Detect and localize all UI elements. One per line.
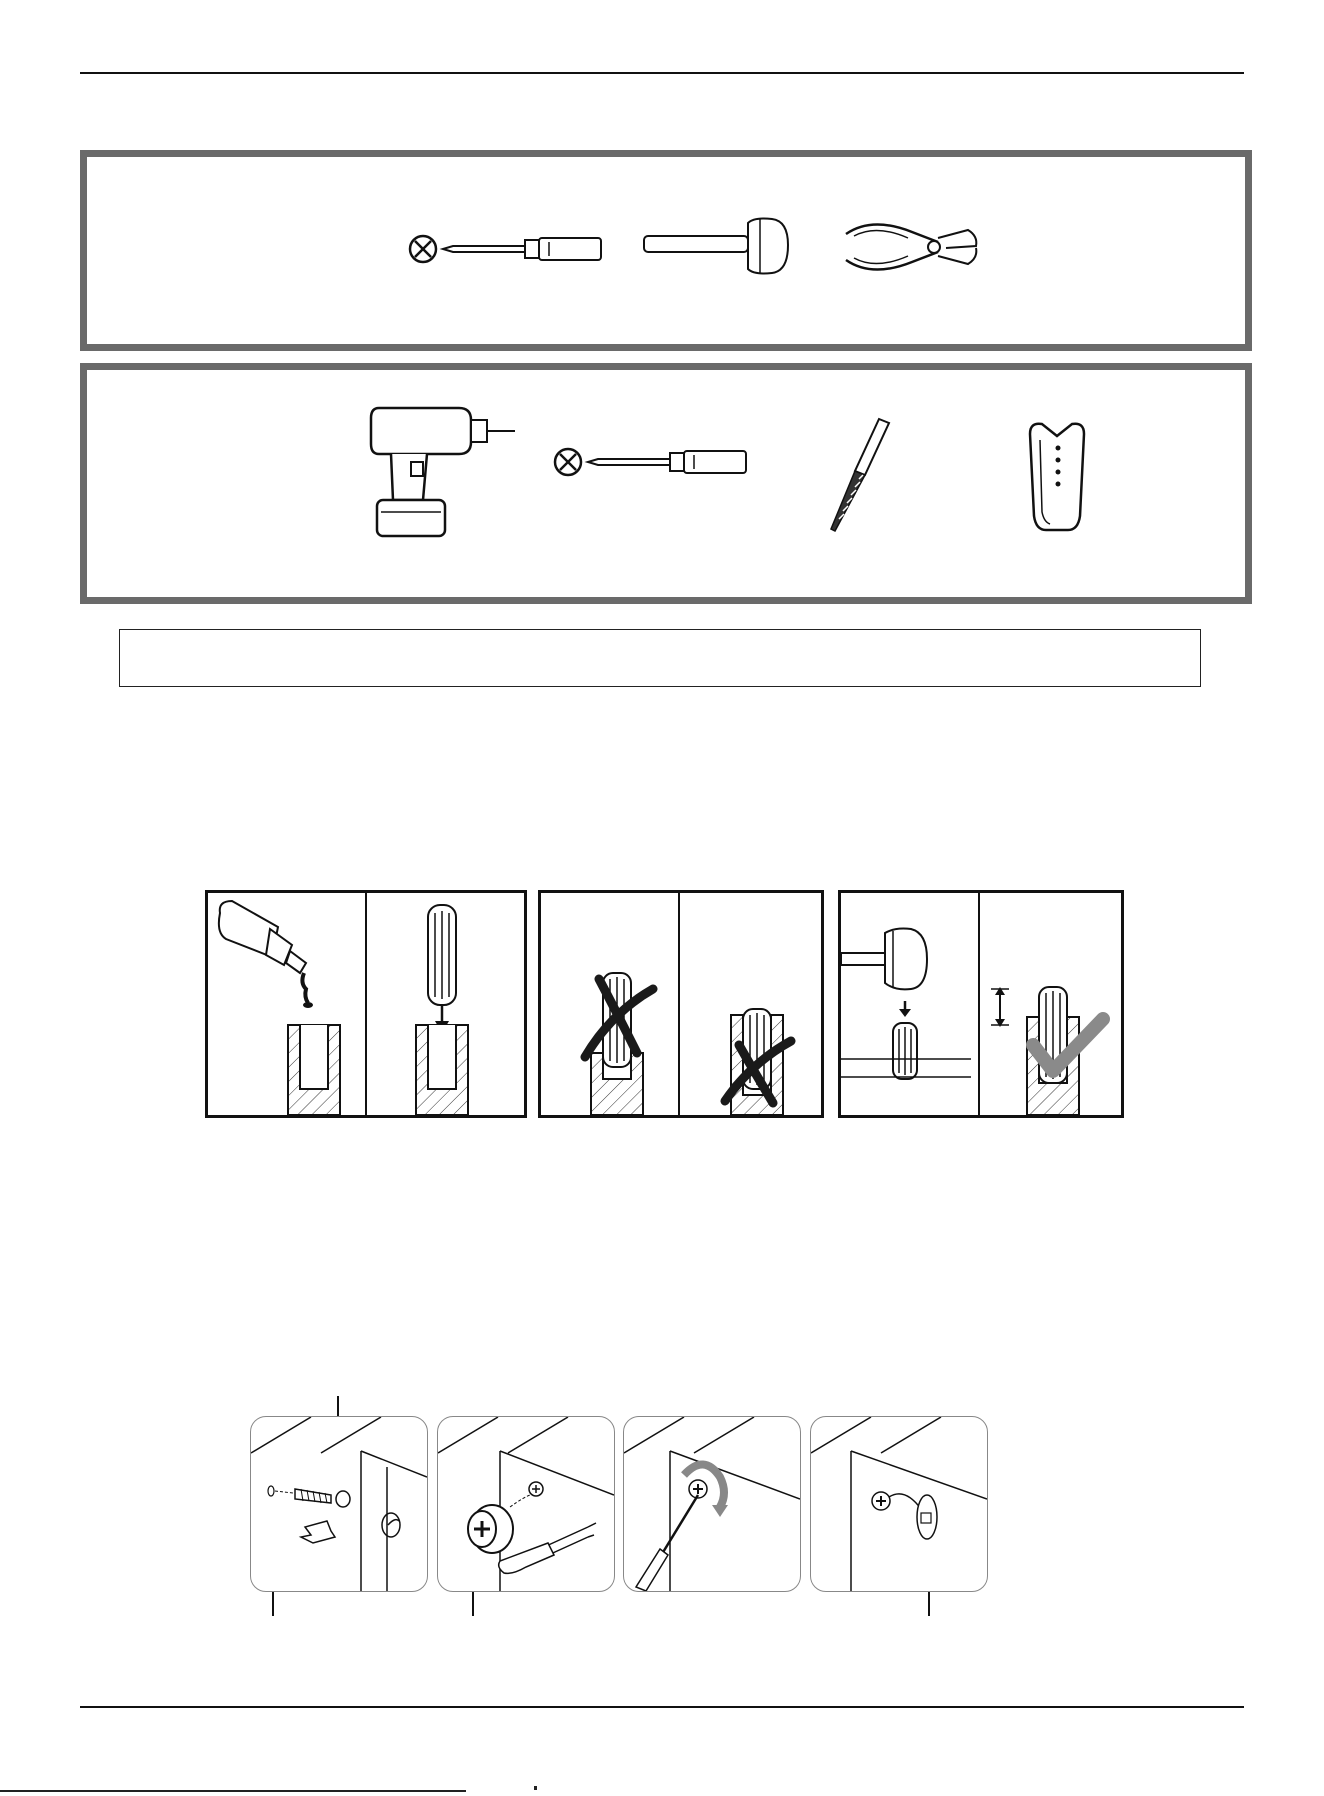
bottom-rule [80,1706,1244,1708]
insert-cam-bolt-diagram [250,1416,428,1592]
insert-cam-lock-diagram [437,1416,615,1592]
top-rule [80,72,1244,74]
glue-and-insert-dowel-diagram [205,890,527,1118]
note-box [119,629,1201,687]
rubber-mallet-icon [841,929,927,990]
pliers-icon [842,212,982,282]
glue-bottle-icon [219,901,313,1008]
dowel-icon [428,905,456,1005]
rubber-mallet-icon [642,215,792,279]
stud-finder-icon [1022,420,1092,535]
phillips-screwdriver-icon [552,445,752,479]
drill-bit-icon [817,415,897,535]
page-edge-mark [534,1786,537,1790]
phillips-screwdriver-icon [407,232,607,266]
tools-required-box [80,150,1252,351]
incorrect-dowel-depth-diagram [538,890,824,1118]
tools-wall-mount-box [80,363,1252,604]
page-edge-line [0,1790,466,1792]
tighten-cam-lock-diagram [623,1416,801,1592]
locked-cam-diagram [810,1416,988,1592]
cordless-drill-icon [367,400,517,550]
correct-dowel-tap-diagram [838,890,1124,1118]
